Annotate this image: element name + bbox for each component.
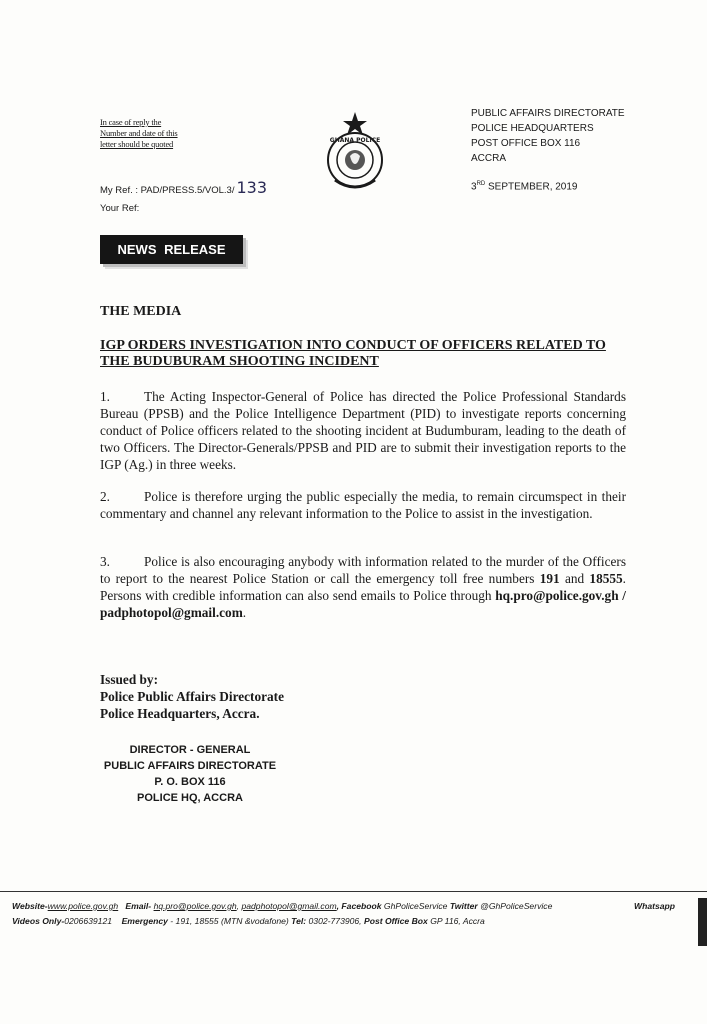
- footer-line-1: [12, 899, 702, 914]
- videos-number: 0206639121: [64, 916, 113, 926]
- paragraph-text: Police is also encouraging anybody with information related to the murder of the Officers to report to the nearest Police Station or call the emergency toll free numbers: [100, 554, 626, 586]
- email-label: Email-: [125, 901, 152, 911]
- footer: [12, 899, 702, 929]
- my-ref-label: My Ref. : PAD/PRESS.5/VOL.3/: [100, 185, 235, 196]
- paragraph-text: The Acting Inspector-General of Police has directed the Police Professional Standards Bureau (PPSB) and the Police Intelligence Department (PID) to investigate reports concerning conduct of Police officers related to the shooting incident at Budumburam, leading to the death of two Officers. The Director-Generals/PPSB and PID are to submit their investigation reports to the IGP (Ag.) in three weeks.: [100, 389, 626, 472]
- pobox-value: GP 116, Accra: [427, 916, 485, 926]
- address-line: POST OFFICE BOX 116: [471, 138, 581, 149]
- paragraph-number: 1.: [100, 389, 110, 404]
- stamp-line: PUBLIC AFFAIRS DIRECTORATE: [103, 760, 277, 772]
- twitter-label: Twitter: [449, 901, 478, 911]
- pobox-label: Post Office Box: [363, 916, 428, 926]
- facebook-handle: GhPoliceService: [381, 901, 450, 911]
- twitter-handle: @GhPoliceService: [477, 901, 553, 911]
- email-link[interactable]: hq.pro@police.gov.gh: [153, 901, 237, 911]
- date-rest: SEPTEMBER, 2019: [485, 181, 578, 193]
- reply-note-line: Number and date of this: [100, 128, 178, 138]
- handwritten-ref-number: 133: [236, 178, 267, 197]
- ghana-police-crest-icon: [323, 110, 387, 192]
- contact-emails: hq.pro@police.gov.gh / padphotopol@gmail.com: [100, 588, 626, 620]
- issued-by: [100, 671, 284, 722]
- date-day: 3: [471, 181, 477, 193]
- paragraph-2: [100, 488, 626, 522]
- recipient: THE MEDIA: [100, 304, 182, 319]
- stamp-line: P. O. BOX 116: [154, 776, 226, 788]
- your-reference: Your Ref:: [100, 203, 140, 214]
- address-block: [471, 106, 625, 166]
- emergency-label: Emergency: [121, 916, 168, 926]
- paragraph-3: [100, 553, 626, 621]
- email-separator: ,: [236, 901, 242, 911]
- stamp-line: DIRECTOR - GENERAL: [129, 744, 251, 756]
- address-line: POLICE HEADQUARTERS: [471, 123, 594, 134]
- address-line: ACCRA: [471, 153, 507, 164]
- issued-line: Police Headquarters, Accra.: [100, 706, 260, 721]
- facebook-label: , Facebook: [336, 901, 382, 911]
- letter-date: [471, 181, 578, 192]
- paragraph-1: [100, 388, 626, 473]
- date-suffix: RD: [476, 181, 486, 187]
- website-label: Website-: [12, 901, 48, 911]
- footer-divider: [0, 891, 707, 892]
- website-link[interactable]: www.police.gov.gh: [47, 901, 119, 911]
- toll-free-number: 18555: [589, 571, 623, 586]
- reply-note-line: letter should be quoted: [100, 139, 174, 149]
- reply-note: [100, 117, 230, 150]
- tel-label: Tel:: [291, 916, 307, 926]
- crest-ring-text: GHANA POLICE: [329, 137, 381, 144]
- address-line: PUBLIC AFFAIRS DIRECTORATE: [471, 108, 625, 119]
- headline: IGP ORDERS INVESTIGATION INTO CONDUCT OF OFFICERS RELATED TO THE BUDUBURAM SHOOTING INCIDENT: [100, 338, 606, 369]
- email-link[interactable]: padphotopol@gmail.com: [241, 901, 337, 911]
- paragraph-text: Police is therefore urging the public especially the media, to remain circumspect in their commentary and channel any relevant information to the Police to assist in the investigation.: [100, 489, 626, 521]
- stamp-line: POLICE HQ, ACCRA: [137, 792, 243, 804]
- toll-free-number: 191: [539, 571, 560, 586]
- issued-line: Police Public Affairs Directorate: [100, 689, 285, 704]
- director-stamp: [100, 742, 280, 806]
- issued-line: Issued by:: [100, 672, 159, 687]
- page-edge: [698, 898, 707, 946]
- news-release-badge: NEWS RELEASE: [100, 235, 243, 264]
- my-reference: [100, 178, 267, 197]
- paragraph-text: . Persons with credible information can also send emails to Police through: [100, 571, 626, 603]
- whatsapp-label: Whatsapp: [634, 901, 676, 911]
- tel-number: 0302-773906,: [306, 916, 364, 926]
- paragraph-number: 2.: [100, 489, 110, 504]
- emergency-numbers: - 191, 18555 (MTN &vodafone): [167, 916, 292, 926]
- reply-note-line: In case of reply the: [100, 117, 162, 127]
- paragraph-number: 3.: [100, 554, 110, 569]
- videos-label: Videos Only-: [12, 916, 65, 926]
- footer-line-2: [12, 914, 702, 929]
- paragraph-text: and: [559, 571, 590, 586]
- paragraph-text: .: [242, 605, 247, 620]
